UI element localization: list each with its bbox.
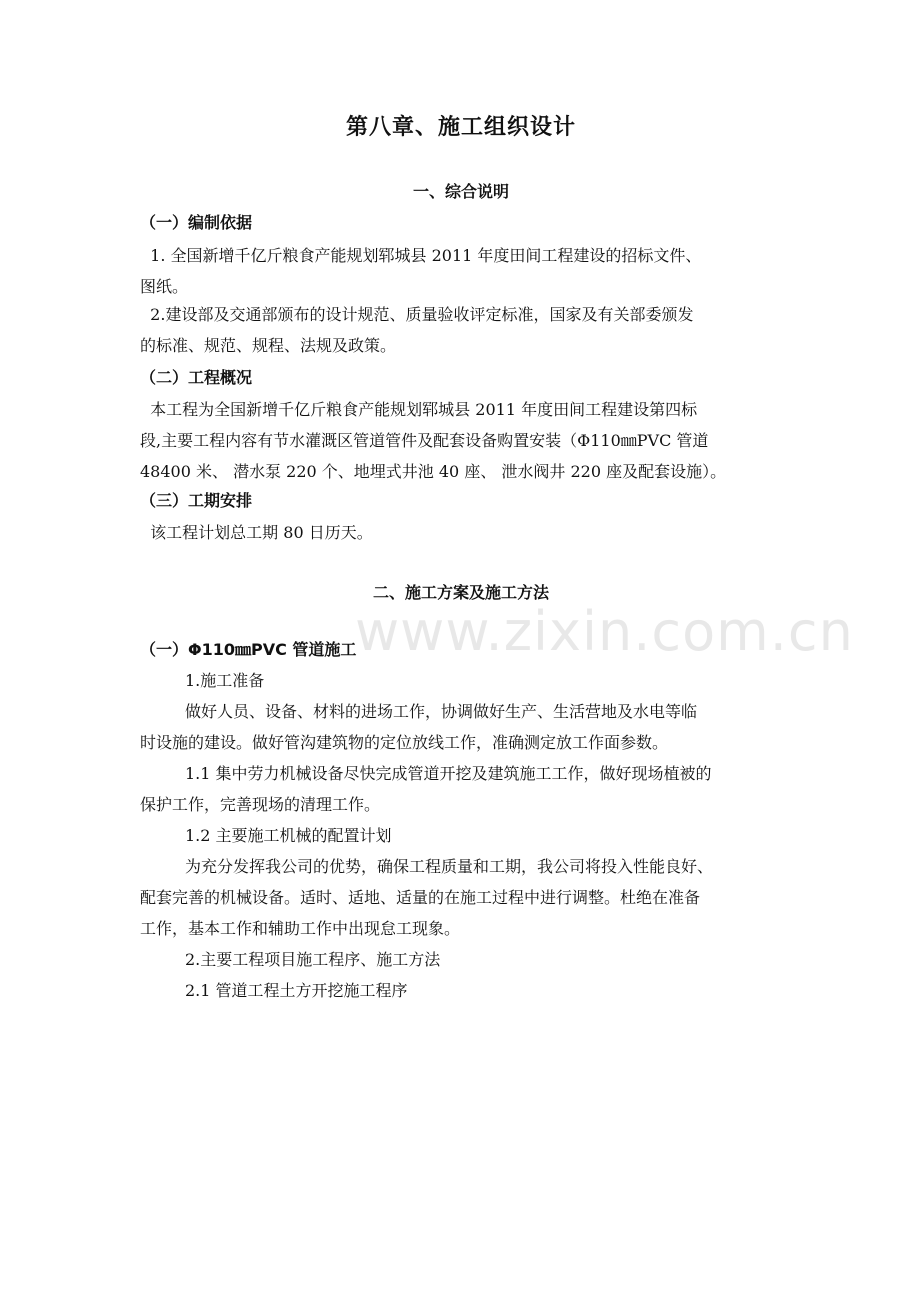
text-line: 48400 米、 潜水泵 220 个、地埋式井池 40 座、 泄水阀井 220 座及配套设施）。 [140,462,727,481]
chapter-title: 第八章、施工组织设计 [345,115,576,140]
text-line: 1. 全国新增千亿斤粮食产能规划郓城县 2011 年度田间工程建设的招标文件、 [140,246,702,265]
subsection-heading-schedule: （三）工期安排 [140,491,253,510]
paragraph-basis-2 [140,299,782,361]
item-1-2 [140,820,782,851]
paragraph-machinery [140,851,782,944]
text-line: 1.2 主要施工机械的配置计划 [185,826,392,845]
text-line: 1.1 集中劳力机械设备尽快完成管道开挖及建筑施工工作，做好现场植被的 [185,764,712,783]
item-2 [140,944,782,975]
text-line: 2.主要工程项目施工程序、施工方法 [185,950,441,969]
subsection-heading-pvc-pipe: （一）Φ110㎜PVC 管道施工 [140,640,357,659]
section-heading-construction-plan: 二、施工方案及施工方法 [372,583,549,602]
text-line: 2.1 管道工程土方开挖施工程序 [185,981,408,1000]
paragraph-schedule [140,517,782,548]
watermark: www.zixin.com.cn [355,600,854,663]
section-heading-overview: 一、综合说明 [412,182,509,201]
text-line: 做好人员、设备、材料的进场工作，协调做好生产、生活营地及水电等临 [185,702,698,721]
text-line: 该工程计划总工期 80 日历天。 [140,523,373,542]
text-line: 本工程为全国新增千亿斤粮食产能规划郓城县 2011 年度田间工程建设第四标 [140,400,698,419]
text-line: 配套完善的机械设备。适时、适地、适量的在施工过程中进行调整。杜绝在准备 [140,888,701,907]
text-line: 图纸。 [140,277,189,296]
text-line: 为充分发挥我公司的优势，确保工程质量和工期，我公司将投入性能良好、 [185,857,714,876]
item-2-1 [140,975,782,1006]
paragraph-preparation [140,696,782,758]
text-line: 2.建设部及交通部颁布的设计规范、质量验收评定标准，国家及有关部委颁发 [140,305,694,324]
subsection-heading-basis: （一）编制依据 [140,213,253,232]
paragraph-basis-1 [140,240,782,302]
text-line: 保护工作，完善现场的清理工作。 [140,795,381,814]
text-line: 工作，基本工作和辅助工作中出现怠工现象。 [140,919,461,938]
text-line: 时设施的建设。做好管沟建筑物的定位放线工作，准确测定放工作面参数。 [140,733,669,752]
subsection-heading-overview: （二）工程概况 [140,368,253,387]
text-line: 1.施工准备 [185,671,265,690]
text-line: 段,主要工程内容有节水灌溉区管道管件及配套设备购置安装（Φ110㎜PVC 管道 [140,431,709,450]
paragraph-item-1-1 [140,758,782,820]
text-line: 的标准、规范、规程、法规及政策。 [140,336,397,355]
paragraph-project-overview [140,394,782,487]
item-preparation [140,665,782,696]
